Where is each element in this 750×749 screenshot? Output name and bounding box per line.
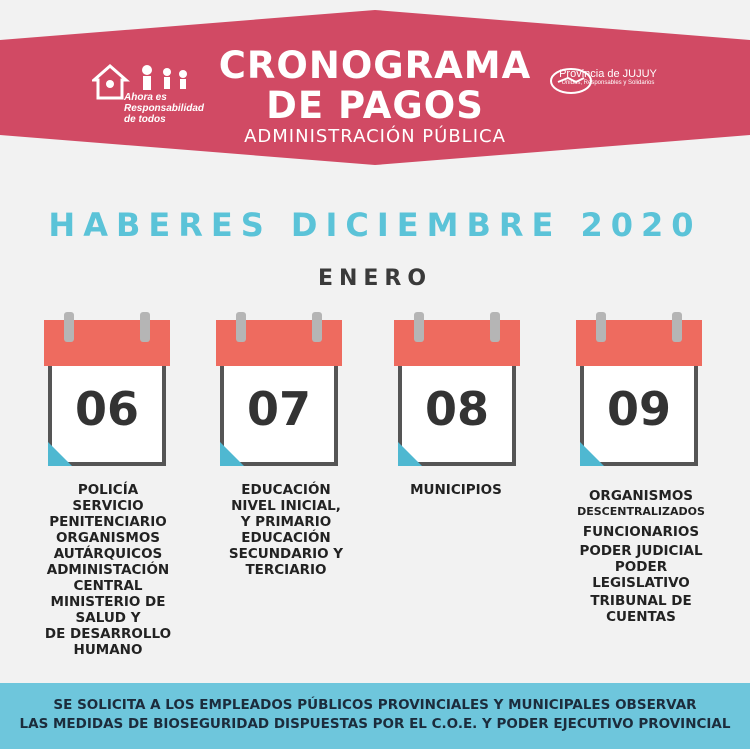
list-item: DE DESARROLLO <box>44 626 172 642</box>
day-09-list <box>556 488 726 625</box>
calendar-icon <box>44 312 170 472</box>
calendar-icon <box>394 312 520 472</box>
list-item: MINISTERIO DE <box>50 594 166 610</box>
footer-line1: SE SOLICITA A LOS EMPLEADOS PÚBLICOS PROVINCIALES Y MUNICIPALES OBSERVAR <box>53 697 697 713</box>
footer-notice <box>0 683 750 749</box>
list-item: CUENTAS <box>606 609 676 625</box>
day-07-list <box>196 482 376 578</box>
list-item: Y PRIMARIO <box>240 514 332 530</box>
month-label: ENERO <box>317 266 433 291</box>
calendar-day: 09 <box>606 382 671 436</box>
section-heading: HABERES DICIEMBRE 2020 <box>48 206 702 244</box>
list-item: ADMINISTACIÓN <box>46 562 170 578</box>
day-08-list <box>376 482 536 498</box>
list-item: LEGISLATIVO <box>592 575 690 591</box>
calendar-day: 06 <box>74 382 139 436</box>
provincia-jujuy-logo <box>548 66 668 126</box>
list-item: POLICÍA <box>77 482 139 498</box>
list-item: MUNICIPIOS <box>410 482 502 498</box>
page-title-line2: DE PAGOS <box>266 84 484 127</box>
day-06-list <box>18 482 198 658</box>
list-item: DESCENTRALIZADOS <box>577 505 705 518</box>
left-logo-text: Ahora es Responsabilidad de todos <box>124 92 205 125</box>
list-item: HUMANO <box>73 642 143 658</box>
province-name: Provincia de JUJUY <box>559 68 657 80</box>
list-item: CENTRAL <box>73 578 143 594</box>
list-item: ORGANISMOS <box>55 530 161 546</box>
page-title-line1: CRONOGRAMA <box>218 44 532 87</box>
list-item: FUNCIONARIOS <box>582 524 700 540</box>
list-item: NIVEL INICIAL, <box>231 498 341 514</box>
list-item: TRIBUNAL DE <box>590 593 692 609</box>
calendar-icon <box>576 312 702 472</box>
calendar-day: 08 <box>424 382 489 436</box>
list-item: SALUD Y <box>75 610 141 626</box>
calendar-day: 07 <box>246 382 311 436</box>
list-item: SERVICIO <box>72 498 144 514</box>
list-item: PODER JUDICIAL <box>579 543 703 559</box>
calendar-icon <box>216 312 342 472</box>
list-item: TERCIARIO <box>245 562 327 578</box>
page-subtitle: ADMINISTRACIÓN PÚBLICA <box>244 126 506 147</box>
list-item: SECUNDARIO Y <box>228 546 344 562</box>
list-item: AUTÁRQUICOS <box>53 546 163 562</box>
handshake-emblem-icon <box>548 66 594 96</box>
list-item: PENITENCIARIO <box>49 514 167 530</box>
list-item: EDUCACIÓN <box>241 482 331 498</box>
header-banner <box>0 0 750 170</box>
list-item: PODER <box>614 559 668 575</box>
list-item: ORGANISMOS <box>588 488 694 504</box>
footer-line2: LAS MEDIDAS DE BIOSEGURIDAD DISPUESTAS POR EL C.O.E. Y PODER EJECUTIVO PROVINCIAL <box>19 716 731 732</box>
list-item: EDUCACIÓN <box>241 530 331 546</box>
province-slogan: Unidos, Responsables y Solidarios <box>561 80 655 86</box>
